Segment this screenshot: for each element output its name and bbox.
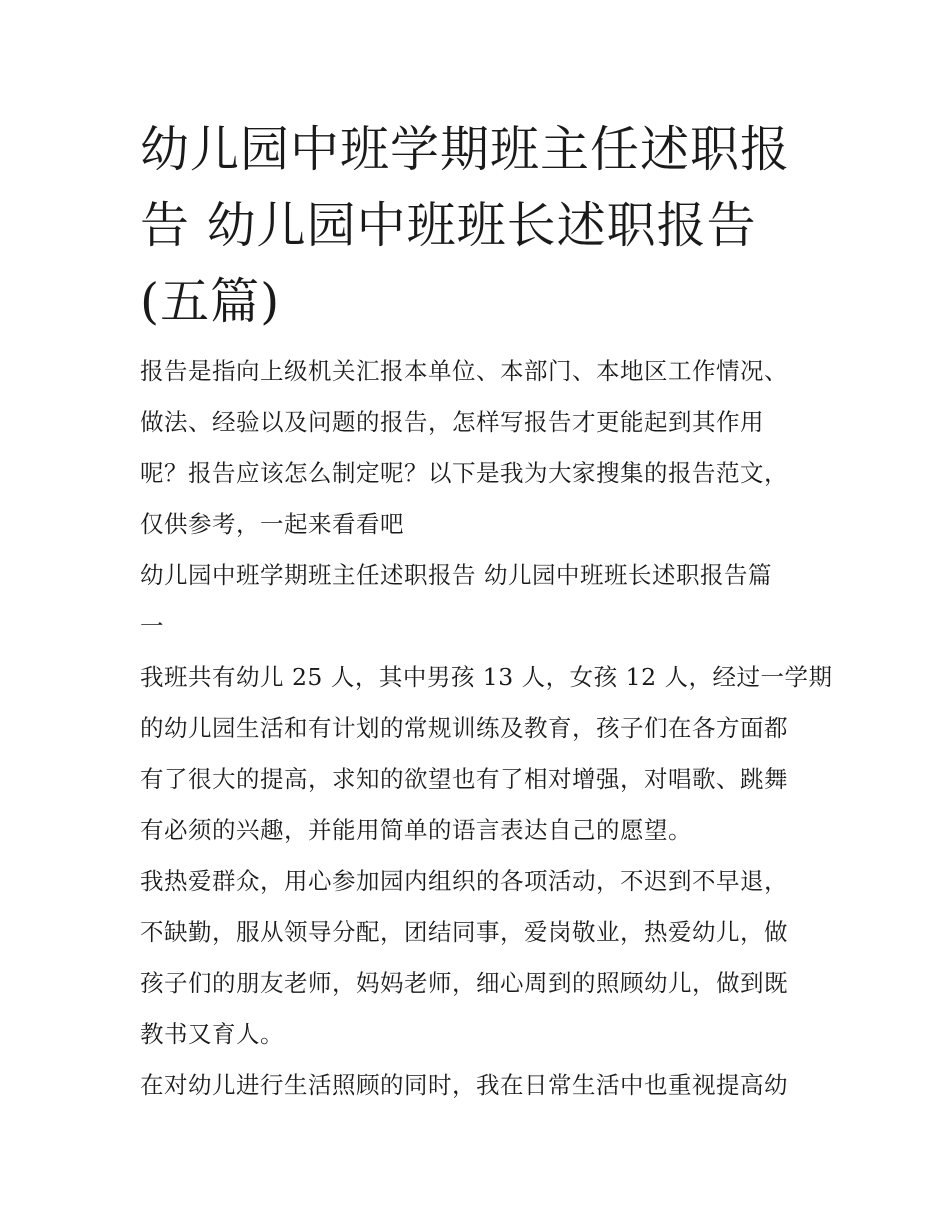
text-line: 孩子们的朋友老师，妈妈老师，细心周到的照顾幼儿，做到既	[140, 969, 788, 997]
body-paragraph-1	[140, 652, 833, 856]
text-line: 教书又育人。	[140, 1020, 284, 1048]
document-content	[140, 112, 833, 1111]
document-title	[140, 112, 825, 340]
text-line: 的幼儿园生活和有计划的常规训练及教育，孩子们在各方面都	[140, 714, 788, 742]
text-line: 报告是指向上级机关汇报本单位、本部门、本地区工作情况、	[140, 357, 788, 385]
title-line: (五篇)	[140, 273, 281, 330]
text-line: 在对幼儿进行生活照顾的同时，我在日常生活中也重视提高幼	[140, 1071, 788, 1099]
title-line: 告 幼儿园中班班长述职报告	[140, 197, 757, 254]
title-line: 幼儿园中班学期班主任述职报	[140, 121, 791, 178]
text-line: 仅供参考，一起来看看吧	[140, 510, 404, 538]
text-line: 我热爱群众，用心参加园内组织的各项活动，不迟到不早退，	[140, 867, 788, 895]
intro-paragraph	[140, 346, 825, 550]
text-line: 不缺勤，服从领导分配，团结同事，爱岗敬业，热爱幼儿，做	[140, 918, 788, 946]
text-line: 有必须的兴趣，并能用简单的语言表达自己的愿望。	[140, 816, 692, 844]
text-line: 幼儿园中班学期班主任述职报告 幼儿园中班班长述职报告篇	[140, 561, 772, 589]
text-line: 呢？报告应该怎么制定呢？以下是我为大家搜集的报告范文，	[140, 459, 788, 487]
section-heading	[140, 550, 825, 652]
text-line: 我班共有幼儿 25 人，其中男孩 13 人，女孩 12 人，经过一学期	[140, 663, 833, 691]
text-line: 一	[140, 612, 164, 640]
text-line: 做法、经验以及问题的报告，怎样写报告才更能起到其作用	[140, 408, 764, 436]
text-line: 有了很大的提高，求知的欲望也有了相对增强，对唱歌、跳舞	[140, 765, 788, 793]
body-paragraph-2	[140, 856, 825, 1060]
body-paragraph-3	[140, 1060, 825, 1111]
